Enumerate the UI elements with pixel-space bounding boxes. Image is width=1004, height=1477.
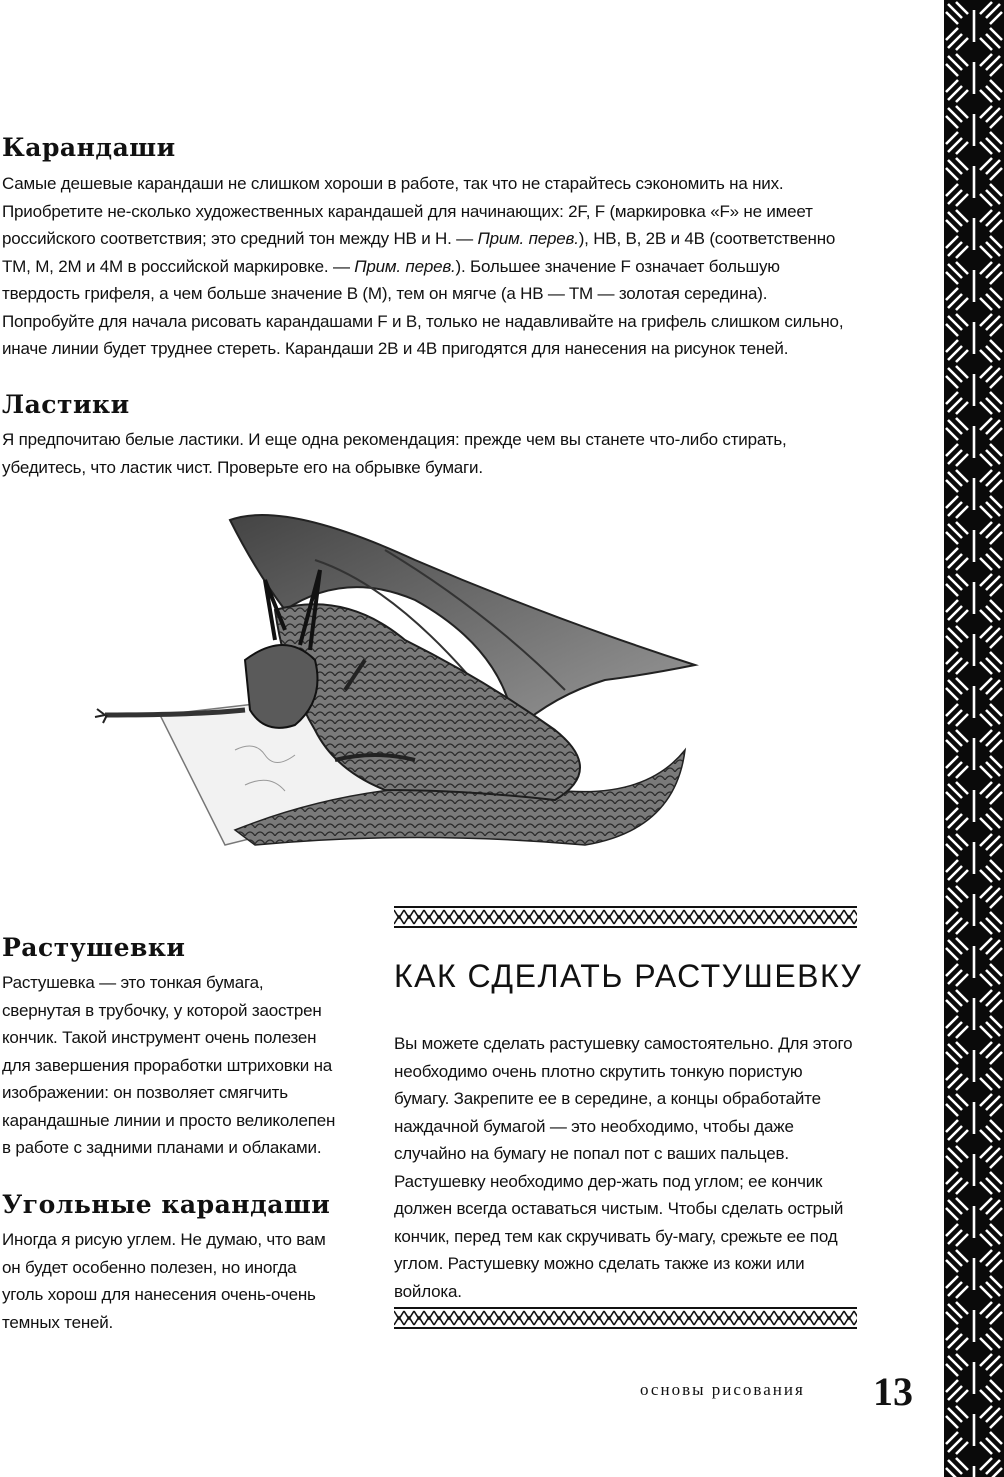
section-title-stumps: Растушевки: [2, 933, 186, 962]
erasers-paragraph: Я предпочитаю белые ластики. И еще одна рекомендация: прежде чем вы станете что-либо стирать, убедитесь, что ластик чист. Проверьте его на обрывке бумаги.: [2, 430, 787, 477]
section-title-pencils: Карандаши: [2, 133, 176, 162]
translator-note: Прим. перев.: [354, 256, 456, 276]
ornamental-rule-bottom: [394, 1307, 857, 1329]
translator-note: Прим. перев.: [477, 229, 579, 248]
pencils-text-c: ). Большее значение F означает большую твердость грифеля, а чем больше значение B (M), тем он мягче (а HB — TM — золотая середина). Попробуйте для начала рисовать карандашами F и B, только не надавливайте на грифель слишком сильно, иначе линии будет труднее стереть. Карандаши 2B и 4B пригодятся для нанесения на рисунок теней.: [2, 256, 844, 358]
section-title-erasers: Ластики: [2, 390, 130, 419]
page-number: 13: [873, 1369, 913, 1414]
stumps-paragraph: Растушевка — это тонкая бумага, свернутая в трубочку, у которой заострен кончик. Такой инструмент очень полезен для завершения проработки штриховки на изображении: он позволяет смягчить карандашные линии и просто великолепен в работе с задними планами и облаками.: [2, 973, 336, 1157]
charcoal-paragraph: Иногда я рисую углем. Не думаю, что вам он будет особенно полезен, но иногда уголь хорош для нанесения очень-очень темных теней.: [2, 1230, 326, 1332]
pencils-paragraph: [2, 170, 854, 363]
section-title-charcoal: Угольные карандаши: [2, 1190, 331, 1219]
sidebar-paragraph: Вы можете сделать растушевку самостоятельно. Для этого необходимо очень плотно скрутить тонкую пористую бумагу. Закрепите ее в середине, а концы обработайте наждачной бумагой — это необходимо, чтобы даже случайно на бумагу не попал пот с ваших пальцев. Растушевку необходимо дер-жать под углом; ее кончик должен всегда оставаться чистым. Чтобы сделать острый кончик, перед тем как скручивать бу-магу, срежьте ее под углом. Растушевку можно сделать также из кожи или войлока.: [394, 1034, 853, 1301]
pencils-text-a: Самые дешевые карандаши не слишком хороши в работе, так что не старайтесь сэкономить на них. Приобретите не-сколько художественных карандашей для начинающих: 2F, F (маркировка «F» не имеет российского соответствия; это средний тон между HB и H. —: [2, 174, 813, 248]
ornamental-rule-top: [394, 906, 857, 928]
pencils-text-b: ), HB, B, 2B и 4B (соответственно TM, M, 2M и 4M в российской маркировке. —: [2, 229, 836, 276]
running-footer: основы рисования: [640, 1380, 805, 1399]
decorative-border: [944, 0, 1004, 1477]
sidebar-title: КАК СДЕЛАТЬ РАСТУШЕВКУ: [394, 958, 863, 994]
dragon-drawing-illustration: [85, 500, 715, 890]
